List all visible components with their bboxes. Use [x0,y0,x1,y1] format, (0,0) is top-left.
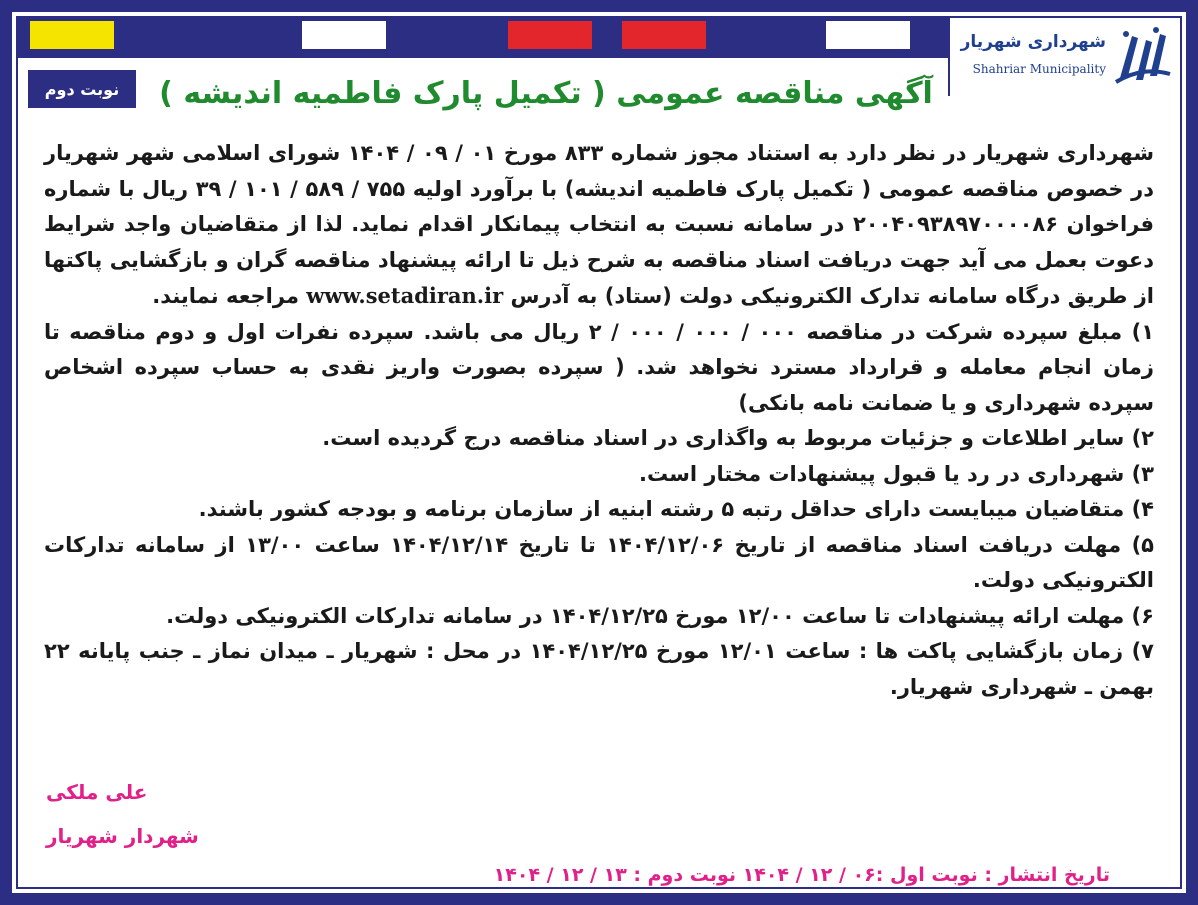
top-band [18,18,950,58]
red-swatch [622,21,706,49]
condition-item: ۱) مبلغ سپرده شرکت در مناقصه ۰۰۰ / ۰۰۰ / ۰۰۰ / ۲ ریال می باشد. سپرده نفرات اول و دوم مناقصه تا زمان انجام معامله و قرارداد مسترد نخواهد شد. ( سپرده بصورت واریز نقدی به حساب سپرده اشخاص سپرده شهرداری و یا ضمانت نامه بانکی) [44,319,1155,415]
condition-item: ۲) سایر اطلاعات و جزئیات مربوط به واگذاری در اسناد مناقصه درج گردیده است. [322,426,1154,450]
intro-text: شهرداری شهریار در نظر دارد به استناد مجوز شماره ۸۳۳ مورخ ۰۱ / ۰۹ / ۱۴۰۴ شورای اسلامی شهر شهریار در خصوص مناقصه عمومی ( تکمیل پارک فاطمیه اندیشه) با برآورد اولیه ۷۵۵ / ۵۸۹ / ۱۰۱ / ۳۹ ریال با شماره فراخوان ۲۰۰۴۰۹۳۸۹۷۰۰۰۰۸۶ در سامانه نسبت به انتخاب پیمانکار اقدام نماید. لذا از متقاضیان واجد شرایط دعوت بعمل می آید جهت دریافت اسناد مناقصه به شرح ذیل تا ارائه پیشنهاد مناقصه گران و بازگشایی پاکتها از طریق درگاه سامانه تدارک الکترونیکی دولت (ستاد) به آدرس [44,141,1155,308]
signature-name: علی ملکی [46,780,148,804]
condition-item: ۶) مهلت ارائه پیشنهادات تا ساعت ۱۲/۰۰ مورخ ۱۴۰۴/۱۲/۲۵ در سامانه تدارکات الکترونیکی دولت. [166,603,1154,628]
condition-item: ۴) متقاضیان میبایست دارای حداقل رتبه ۵ رشته ابنیه از سازمان برنامه و بودجه کشور باشند. [198,497,1154,521]
intro-paragraph [44,136,1154,315]
municipality-logo [948,18,1180,96]
notice-inner [16,16,1182,889]
condition-item: ۷) زمان بازگشایی پاکت ها : ساعت ۱۲/۰۱ مورخ ۱۴۰۴/۱۲/۲۵ در محل : شهریار ـ میدان نماز ـ جنب پایانه ۲۲ بهمن ـ شهرداری شهریار. [44,639,1154,699]
notice-title: آگهی مناقصه عمومی ( تکمیل پارک فاطمیه اندیشه ) [159,76,933,111]
white-swatch [302,21,386,49]
logo-mark-icon [1112,26,1172,88]
notice-body [44,136,1154,705]
round-badge: نوبت دوم [28,70,136,108]
logo-fa-name: شهرداری شهریار [960,32,1106,52]
logo-en-name: Shahriar Municipality [972,62,1106,76]
signature-title: شهردار شهریار [46,824,199,848]
intro-end: مراجعه نمایند. [152,284,299,308]
white-swatch [826,21,910,49]
condition-item: ۳) شهرداری در رد یا قبول پیشنهادات مختار است. [639,461,1154,486]
red-swatch [508,21,592,49]
yellow-swatch [30,21,114,49]
condition-item: ۵) مهلت دریافت اسناد مناقصه از تاریخ ۱۴۰۴/۱۲/۰۶ تا تاریخ ۱۴۰۴/۱۲/۱۴ ساعت ۱۳/۰۰ از سامانه تدارکات الکترونیکی دولت. [44,532,1154,592]
publication-dates: تاریخ انتشار : نوبت اول :۰۶ / ۱۲ / ۱۴۰۴ نوبت دوم : ۱۳ / ۱۲ / ۱۴۰۴ [493,864,1110,886]
setad-url[interactable]: www.setadiran.ir [306,283,504,308]
